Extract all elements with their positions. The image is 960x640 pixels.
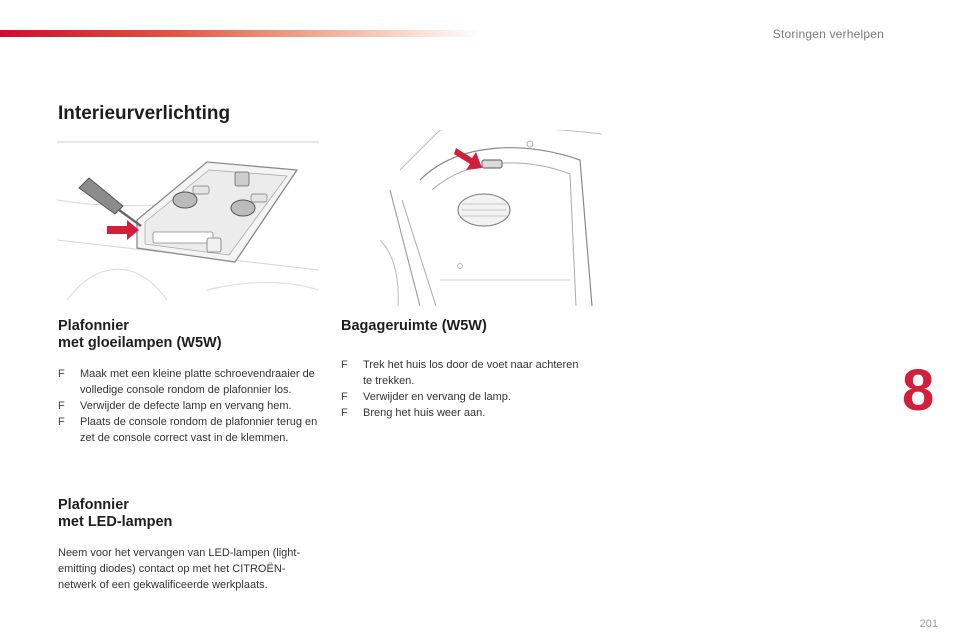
boot-steps [341,357,581,421]
header-accent-bar [0,30,480,37]
bullet-icon: F [341,407,348,419]
page-number: 201 [919,618,938,630]
list-item: F Verwijder de defecte lamp en vervang hem. [58,400,292,412]
incandescent-heading-line2: met gloeilampen (W5W) [58,335,222,351]
led-section [58,497,318,593]
boot-heading: Bagageruimte (W5W) [341,318,487,334]
chapter-number: 8 [902,358,935,423]
page-title: Interieurverlichting [58,103,231,124]
incandescent-heading [58,318,328,352]
incandescent-heading-line1: Plafonnier [58,318,129,334]
boot-light-illustration [380,130,602,306]
led-heading-line1: Plafonnier [58,497,129,513]
led-heading [58,497,318,531]
list-item: F Breng het huis weer aan. [341,407,486,419]
bullet-icon: F [58,368,65,380]
list-item: F Maak met een kleine platte schroevendraaier de volledige console rondom de plafonnier los. [58,368,315,396]
bullet-icon: F [341,391,348,403]
led-text: Neem voor het vervangen van LED-lampen (light-emitting diodes) contact op met het CITROËN-netwerk of een gekwalificeerde werkplaats. [58,547,301,591]
boot-section [341,318,581,421]
list-item: F Plaats de console rondom de plafonnier terug en zet de console correct vast in de klemmen. [58,416,318,444]
incandescent-section [58,318,328,446]
incandescent-steps [58,366,328,446]
list-item: F Verwijder en vervang de lamp. [341,391,511,403]
bullet-icon: F [58,416,65,428]
bullet-icon: F [341,359,348,371]
list-item: F Trek het huis los door de voet naar achteren te trekken. [341,359,579,387]
section-label: Storingen verhelpen [772,27,884,41]
bullet-icon: F [58,400,65,412]
led-heading-line2: met LED-lampen [58,514,173,530]
ceiling-light-illustration [57,140,319,306]
